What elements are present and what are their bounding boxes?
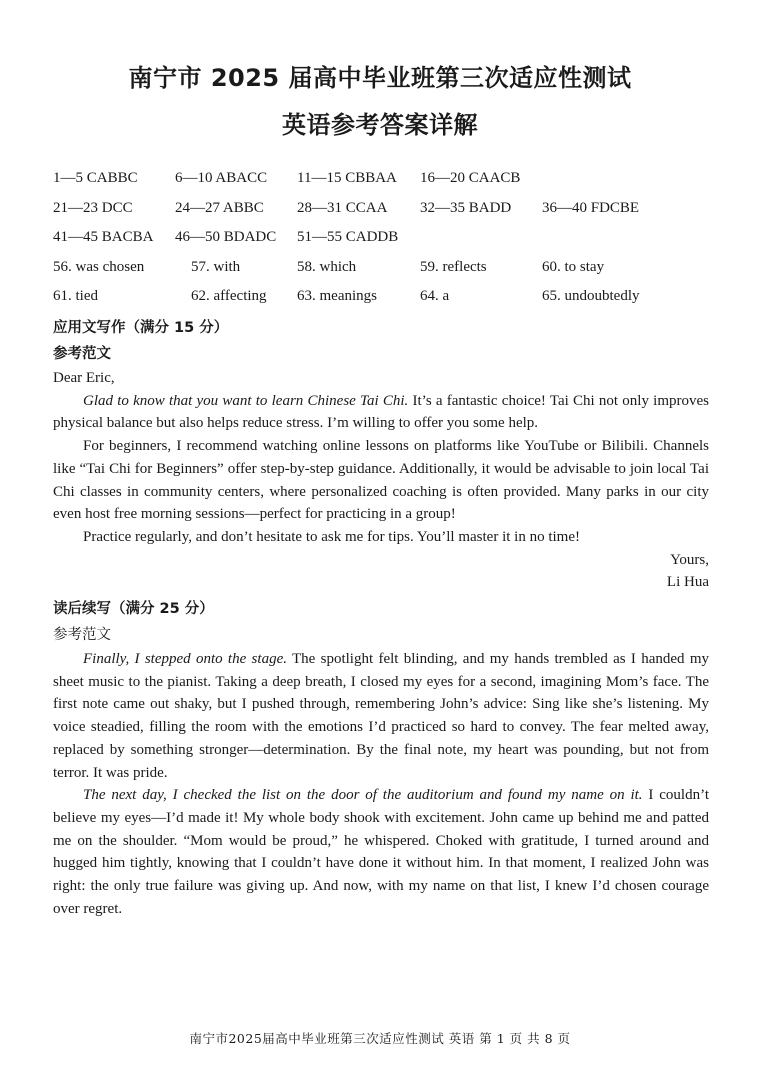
italic-lead: Glad to know that you want to learn Chinese Tai Chi. [83, 392, 409, 409]
answer-group: 11—15 CBBAA [297, 170, 397, 186]
answer-group: 16—20 CAACB [420, 170, 521, 186]
letter-greeting: Dear Eric, [53, 370, 115, 386]
answer-item: 63. meanings [297, 288, 377, 304]
answer-group: 24—27 ABBC [175, 199, 264, 216]
answer-item: 58. which [297, 258, 357, 275]
paragraph [53, 390, 709, 435]
answer-row [53, 229, 713, 259]
paragraph-text: It’s a fantastic choice! Tai Chi not only improves physical balance but also helps reduce stress. I’m willing to offer you some help. [53, 392, 709, 432]
answer-item: 56. was chosen [53, 258, 145, 275]
sample-label-continuation: 参考范文 [53, 627, 111, 643]
answer-group: 41—45 BACBA [53, 229, 154, 245]
answer-item: 64. a [420, 288, 450, 304]
letter-signature: Li Hua [666, 574, 709, 591]
page-footer: 南宁市2025届高中毕业班第三次适应性测试 英语 第 1 页 共 8 页 [189, 1031, 571, 1046]
sample-label-writing: 参考范文 [53, 346, 111, 362]
answer-group: 28—31 CCAA [297, 199, 388, 216]
paragraph [53, 784, 709, 920]
answer-row [53, 288, 713, 318]
letter-closing: Yours, [670, 551, 709, 568]
answer-item: 65. undoubtedly [542, 288, 640, 304]
page-title: 南宁市 2025 届高中毕业班第三次适应性测试 [128, 64, 632, 92]
section-heading-continuation: 读后续写（满分 25 分） [53, 601, 214, 617]
answer-item: 61. tied [53, 288, 98, 304]
section-heading-writing: 应用文写作（满分 15 分） [53, 320, 229, 336]
italic-lead: Finally, I stepped onto the stage. [83, 651, 287, 667]
answer-group: 36—40 FDCBE [542, 199, 640, 216]
answer-row [53, 200, 713, 230]
continuation-sample [53, 648, 709, 920]
page-subtitle: 英语参考答案详解 [282, 111, 478, 139]
writing-sample [53, 367, 709, 594]
answer-item: 62. affecting [191, 288, 267, 304]
paragraph-text: The spotlight felt blinding, and my hands trembled as I handed my sheet music to the pianist. Taking a deep breath, I closed my eyes for a second, imagining Mom’s face. The first note came out shaky, but I pushed through, remembering John’s advice: Sing like she’s listening. My voice steadied, filling the room with the emotions I’d practiced so hard to convey. The fear melted away, replaced by something stronger—determination. By the final note, my heart was pounding, but not from terror. It was pride. [53, 651, 710, 781]
italic-lead: The next day, I checked the list on the door of the auditorium and found my name on it. [83, 787, 643, 804]
answer-group: 51—55 CADDB [297, 229, 399, 245]
answer-group: 21—23 DCC [53, 199, 133, 216]
answer-group: 1—5 CABBC [53, 170, 138, 186]
answer-group: 46—50 BDADC [175, 229, 277, 245]
answer-item: 59. reflects [420, 258, 487, 275]
paragraph: For beginners, I recommend watching online lessons on platforms like YouTube or Bilibili. Channels like “Tai Chi for Beginners” offer step-by-step guidance. Additionally, it would be advisable to join local Tai Chi classes in community centers, where personalized coaching is often provided. Many parks in our city even host free morning sessions—perfect for practicing in a group! [53, 438, 709, 523]
answer-item: 57. with [191, 258, 241, 275]
answer-group: 6—10 ABACC [175, 170, 268, 186]
answer-row [53, 259, 713, 289]
paragraph: Practice regularly, and don’t hesitate to ask me for tips. You’ll master it in no time! [83, 528, 580, 545]
paragraph-text: I couldn’t believe my eyes—I’d made it! My whole body shook with excitement. John came up behind me and patted me on the shoulder. “Mom would be proud,” he whispered. Choked with gratitude, I turned around and hugged him tightly, knowing that I couldn’t have done it without him. In that moment, I realized John was right: the only true failure was giving up. And now, with my name on that list, I knew I’d chosen courage over regret. [53, 787, 709, 917]
answer-item: 60. to stay [542, 258, 605, 275]
paragraph [53, 648, 709, 784]
answer-group: 32—35 BADD [420, 199, 512, 216]
answer-key [53, 170, 713, 318]
answer-row [53, 170, 713, 200]
